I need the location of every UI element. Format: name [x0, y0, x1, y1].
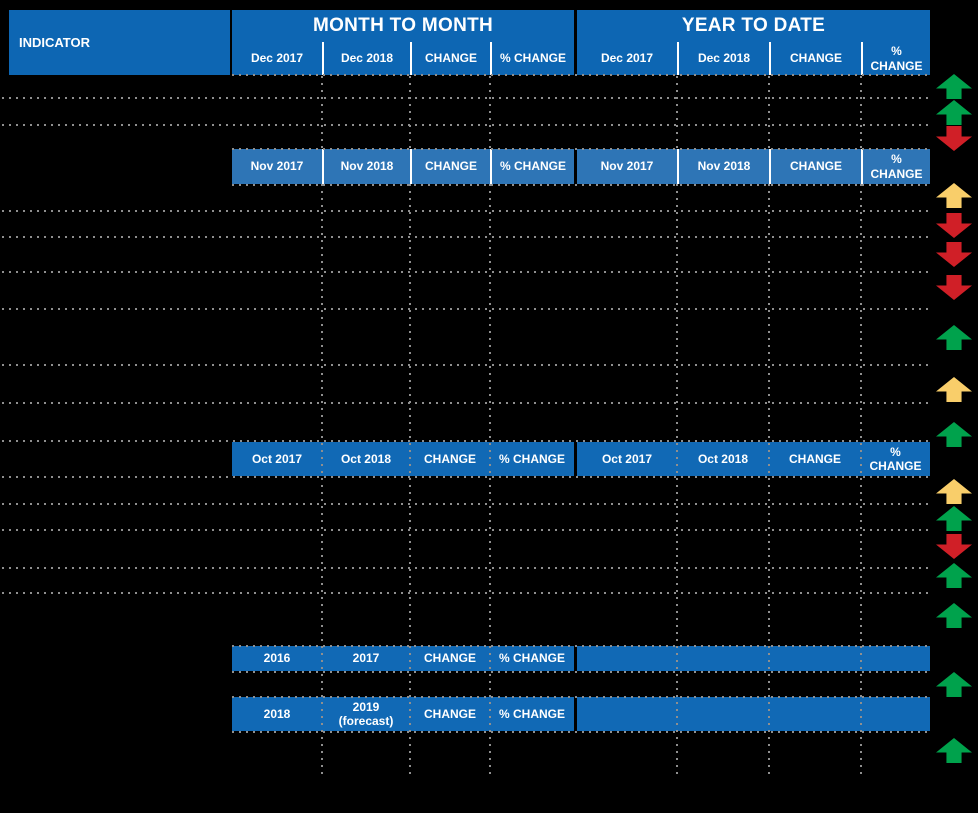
column-separator-dotted-line	[321, 184, 323, 778]
band-annual-2016-2017-ytd-segment	[577, 646, 930, 671]
row-separator-dotted-line	[2, 308, 930, 310]
band-oct-ytd-col-2-label: Oct 2018	[697, 451, 749, 466]
column-separator-dotted-line	[768, 184, 770, 778]
band-nov-ytd-segment	[577, 149, 930, 184]
column-separator-dotted-line	[676, 184, 678, 778]
band-annual-2016-2017-mtm-col-3	[410, 646, 490, 671]
band-nov-ytd-col-2	[677, 149, 769, 184]
trend-arrow-down-red-icon	[936, 534, 972, 559]
band-nov-mtm-col-2-label: Nov 2018	[340, 159, 394, 174]
band-oct-mtm-col-4	[490, 442, 574, 476]
band-annual-2018-2019-mtm-col-3-label: CHANGE	[423, 706, 476, 721]
band-annual-2016-2017-mtm-col-2-label: 2017	[352, 651, 380, 666]
band-annual-2016-2017-mtm-col-4	[490, 646, 574, 671]
band-nov-ytd-col-4-label: % CHANGE	[870, 152, 923, 181]
band-nov-mtm-col-3-label: CHANGE	[424, 159, 477, 174]
mtm-col-header-2-label: Dec 2018	[340, 51, 394, 66]
band-nov-ytd-col-3-label: CHANGE	[789, 159, 842, 174]
band-annual-2018-2019-mtm-col-1	[232, 697, 322, 731]
trend-arrow-up-green-icon	[936, 74, 972, 99]
indicator-column-header	[9, 10, 230, 75]
band-annual-2018-2019-mtm-col-1-label: 2018	[263, 706, 291, 721]
band-oct-mtm-col-1	[232, 442, 322, 476]
row-separator-dotted-line	[2, 210, 930, 212]
band-annual-2016-2017-mtm-col-1	[232, 646, 322, 671]
band-nov-ytd-col-2-label: Nov 2018	[697, 159, 751, 174]
band-annual-2018-2019-mtm-col-4-label: % CHANGE	[498, 706, 565, 721]
trend-arrow-up-green-icon	[936, 506, 972, 531]
column-separator-dotted-line	[860, 184, 862, 778]
column-separator-dotted-line	[676, 76, 678, 148]
band-annual-2016-2017-mtm-col-1-label: 2016	[263, 651, 291, 666]
ytd-col-header-2	[677, 42, 769, 75]
band-nov-mtm-col-3	[410, 149, 490, 184]
column-separator-dotted-line	[321, 76, 323, 148]
mtm-col-header-3	[410, 42, 490, 75]
band-oct-ytd-segment	[577, 442, 930, 476]
row-separator-dotted-line	[2, 364, 930, 366]
band-oct-ytd-col-3-label: CHANGE	[788, 451, 841, 466]
row-separator-dotted-line	[232, 696, 930, 698]
month-to-month-header-group	[232, 10, 574, 75]
year-to-date-header-group	[577, 10, 930, 75]
row-separator-dotted-line	[2, 236, 930, 238]
mtm-col-header-1	[232, 42, 322, 75]
band-annual-2016-2017-mtm-col-3-label: CHANGE	[423, 651, 476, 666]
trend-arrow-up-amber-icon	[936, 377, 972, 402]
band-oct-ytd-col-2	[677, 442, 769, 476]
band-oct-ytd-col-3	[769, 442, 861, 476]
band-annual-2018-2019-mtm-col-2-label: 2019 (forecast)	[338, 699, 394, 728]
column-separator-dotted-line	[860, 76, 862, 148]
ytd-col-header-4-label: % CHANGE	[870, 44, 923, 73]
band-nov-ytd-col-4	[861, 149, 930, 184]
ytd-col-header-1	[577, 42, 677, 75]
band-nov-mtm-col-4-label: % CHANGE	[499, 159, 566, 174]
column-separator-dotted-line	[489, 76, 491, 148]
trend-arrow-up-green-icon	[936, 563, 972, 588]
column-separator-dotted-line	[489, 184, 491, 778]
month-to-month-title: MONTH TO MONTH	[312, 15, 494, 36]
row-separator-dotted-line	[2, 271, 930, 273]
band-oct-mtm-col-1-label: Oct 2017	[251, 451, 303, 466]
band-annual-2016-2017-mtm-col-4-label: % CHANGE	[498, 651, 565, 666]
row-separator-dotted-line	[2, 402, 930, 404]
trend-arrow-up-green-icon	[936, 738, 972, 763]
row-separator-dotted-line	[232, 74, 930, 76]
band-oct-ytd-col-1-label: Oct 2017	[601, 451, 653, 466]
ytd-col-header-1-label: Dec 2017	[600, 51, 654, 66]
trend-arrow-down-red-icon	[936, 242, 972, 267]
band-oct-mtm-segment	[232, 442, 574, 476]
trend-arrow-down-red-icon	[936, 126, 972, 151]
mtm-col-header-1-label: Dec 2017	[250, 51, 304, 66]
trend-arrow-up-green-icon	[936, 325, 972, 350]
band-annual-2018-2019-mtm-col-2	[322, 697, 410, 731]
row-separator-dotted-line	[2, 476, 930, 478]
band-oct-mtm-col-4-label: % CHANGE	[498, 451, 565, 466]
row-separator-dotted-line	[2, 440, 930, 442]
ytd-col-header-2-label: Dec 2018	[697, 51, 751, 66]
column-separator-dotted-line	[409, 184, 411, 778]
band-nov-ytd-col-3	[769, 149, 861, 184]
ytd-col-header-4	[861, 42, 930, 75]
band-nov-ytd-col-1	[577, 149, 677, 184]
trend-arrow-up-green-icon	[936, 100, 972, 125]
band-oct-mtm-col-3	[410, 442, 490, 476]
band-oct-ytd-col-4	[861, 442, 930, 476]
trend-arrow-up-green-icon	[936, 422, 972, 447]
band-annual-2018-2019-mtm-col-4	[490, 697, 574, 731]
band-nov-mtm-col-4	[490, 149, 574, 184]
row-separator-dotted-line	[2, 97, 930, 99]
row-separator-dotted-line	[2, 529, 930, 531]
band-nov-ytd-col-1-label: Nov 2017	[600, 159, 654, 174]
ytd-col-header-3	[769, 42, 861, 75]
band-annual-2018-2019-ytd-segment	[577, 697, 930, 731]
band-oct-mtm-col-2	[322, 442, 410, 476]
column-separator-dotted-line	[768, 76, 770, 148]
band-nov-mtm-col-2	[322, 149, 410, 184]
row-separator-dotted-line	[232, 184, 930, 186]
row-separator-dotted-line	[2, 592, 930, 594]
row-separator-dotted-line	[2, 124, 930, 126]
column-separator-dotted-line	[409, 76, 411, 148]
trend-arrow-up-amber-icon	[936, 183, 972, 208]
trend-arrow-up-green-icon	[936, 672, 972, 697]
trend-arrow-down-red-icon	[936, 275, 972, 300]
trend-arrow-down-red-icon	[936, 213, 972, 238]
band-oct-ytd-col-4-label: % CHANGE	[869, 444, 922, 473]
ytd-col-header-3-label: CHANGE	[789, 51, 842, 66]
row-separator-dotted-line	[2, 503, 930, 505]
row-separator-dotted-line	[2, 567, 930, 569]
trend-arrow-up-amber-icon	[936, 479, 972, 504]
band-nov-mtm-col-1	[232, 149, 322, 184]
indicator-column-header-label: INDICATOR	[19, 35, 91, 50]
band-oct-mtm-col-2-label: Oct 2018	[340, 451, 392, 466]
mtm-col-header-4-label: % CHANGE	[499, 51, 566, 66]
mtm-col-header-2	[322, 42, 410, 75]
band-annual-2018-2019-mtm-col-3	[410, 697, 490, 731]
row-separator-dotted-line	[232, 148, 930, 150]
band-nov-mtm-segment	[232, 149, 574, 184]
row-separator-dotted-line	[232, 671, 930, 673]
band-nov-mtm-col-1-label: Nov 2017	[250, 159, 304, 174]
mtm-col-header-3-label: CHANGE	[424, 51, 477, 66]
band-annual-2016-2017-mtm-segment	[232, 646, 574, 671]
mtm-col-header-4	[490, 42, 574, 75]
band-oct-ytd-col-1	[577, 442, 677, 476]
trend-arrow-up-green-icon	[936, 603, 972, 628]
band-oct-mtm-col-3-label: CHANGE	[423, 451, 476, 466]
band-annual-2018-2019-mtm-segment	[232, 697, 574, 731]
row-separator-dotted-line	[232, 731, 930, 733]
year-to-date-title: YEAR TO DATE	[681, 15, 826, 36]
row-separator-dotted-line	[232, 645, 930, 647]
band-annual-2016-2017-mtm-col-2	[322, 646, 410, 671]
